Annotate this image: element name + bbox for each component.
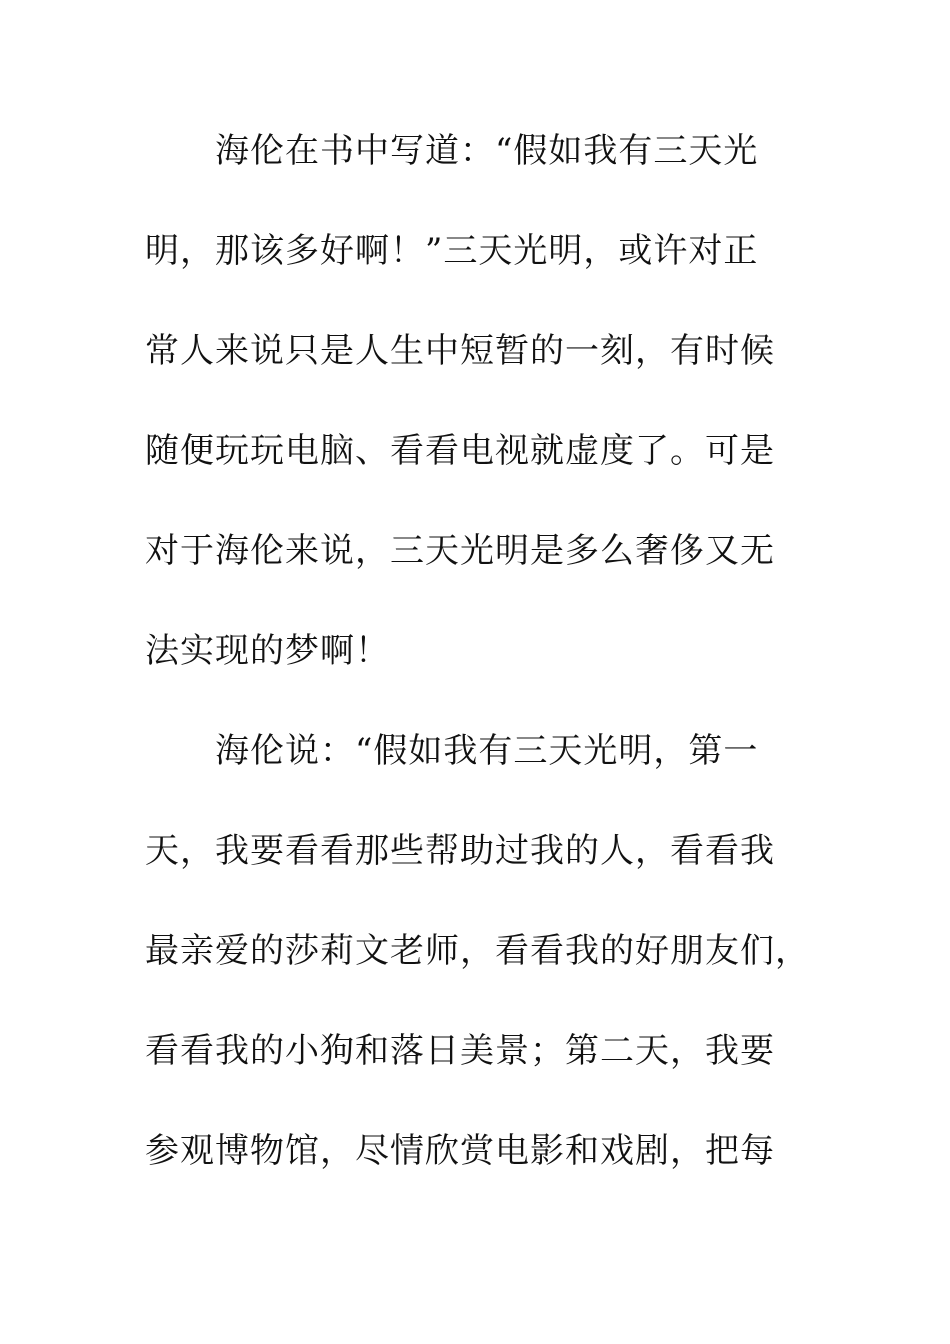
paragraph-2-line-1: 海伦说：“假如我有三天光明，第一 bbox=[215, 731, 759, 771]
paragraph-1-line-1: 海伦在书中写道：“假如我有三天光 bbox=[215, 131, 759, 171]
paragraph-1-line-2: 明，那该多好啊！”三天光明，或许对正 bbox=[145, 231, 759, 271]
paragraph-1-line-3: 常人来说只是人生中短暂的一刻，有时候 bbox=[145, 331, 775, 371]
paragraph-2-line-5: 参观博物馆，尽情欣赏电影和戏剧，把每 bbox=[145, 1131, 775, 1171]
paragraph-2-line-3: 最亲爱的莎莉文老师，看看我的好朋友们， bbox=[145, 931, 810, 971]
paragraph-1-line-6: 法实现的梦啊！ bbox=[145, 631, 390, 671]
paragraph-2-line-4: 看看我的小狗和落日美景；第二天，我要 bbox=[145, 1031, 775, 1071]
paragraph-2-line-2: 天，我要看看那些帮助过我的人，看看我 bbox=[145, 831, 775, 871]
paragraph-1-line-5: 对于海伦来说，三天光明是多么奢侈又无 bbox=[145, 531, 775, 571]
paragraph-1-line-4: 随便玩玩电脑、看看电视就虚度了。可是 bbox=[145, 431, 775, 471]
